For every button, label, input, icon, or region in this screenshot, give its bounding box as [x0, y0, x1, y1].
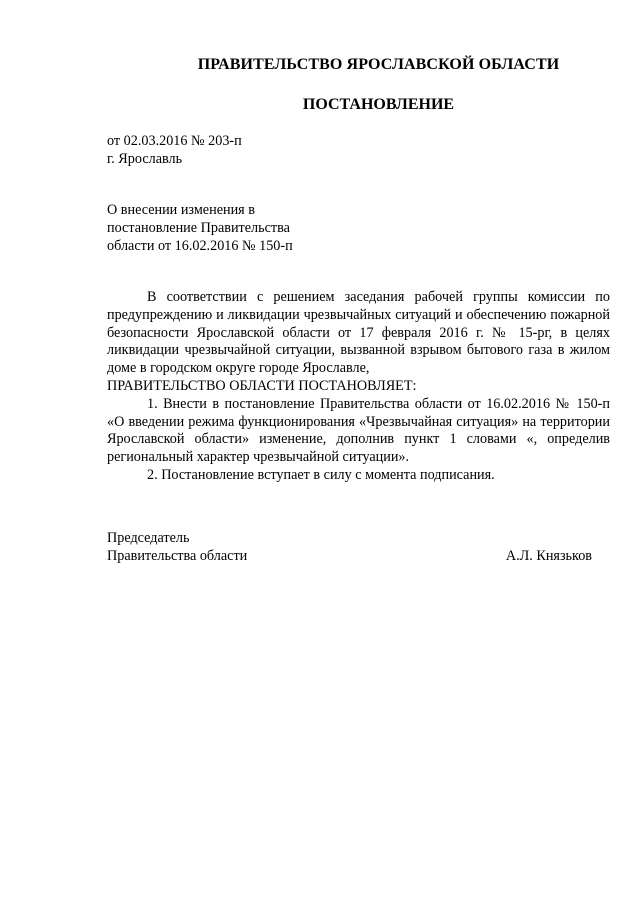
- government-title: ПРАВИТЕЛЬСТВО ЯРОСЛАВСКОЙ ОБЛАСТИ: [197, 56, 560, 73]
- preamble-paragraph: В соответствии с решением заседания рабочей группы комиссии по предупреждению и ликвидации чрезвычайных ситуаций и обеспечению пожарной безопасности Ярославской области от 17 февраля 2016 г. № 15-рг, в целях ликвидации чрезвычайной ситуации, вызванной взрывом бытового газа в жилом доме в городском округе городе Ярославле,: [107, 289, 610, 377]
- decree-line: ПРАВИТЕЛЬСТВО ОБЛАСТИ ПОСТАНОВЛЯЕТ:: [107, 377, 417, 394]
- signer-position-line-2: Правительства области: [107, 547, 248, 564]
- signer-position-line-1: Председатель: [107, 530, 190, 546]
- signer-name: А.Л. Князьков: [505, 547, 592, 564]
- city: г. Ярославль: [107, 150, 183, 167]
- item-2-paragraph: 2. Постановление вступает в силу с момента подписания.: [147, 466, 495, 483]
- document-meta: [107, 133, 242, 169]
- document-body: [107, 289, 610, 485]
- signature-block: [107, 530, 592, 566]
- subject-line-3: области от 16.02.2016 № 150-п: [107, 237, 293, 254]
- subject-line-2: постановление Правительства: [107, 219, 290, 236]
- subject-line-1: О внесении изменения в: [107, 202, 255, 218]
- document-subject: [107, 202, 293, 255]
- document-type-title: ПОСТАНОВЛЕНИЕ: [302, 96, 455, 113]
- date-number: от 02.03.2016 № 203-п: [107, 133, 242, 149]
- item-1-paragraph: 1. Внести в постановление Правительства области от 16.02.2016 № 150-п «О введении режима функционирования «Чрезвычайная ситуация» на территории Ярославской области» изменение, дополнив пункт 1 словами «, определив региональный характер чрезвычайной ситуации».: [107, 395, 610, 466]
- signature-row: [107, 548, 592, 566]
